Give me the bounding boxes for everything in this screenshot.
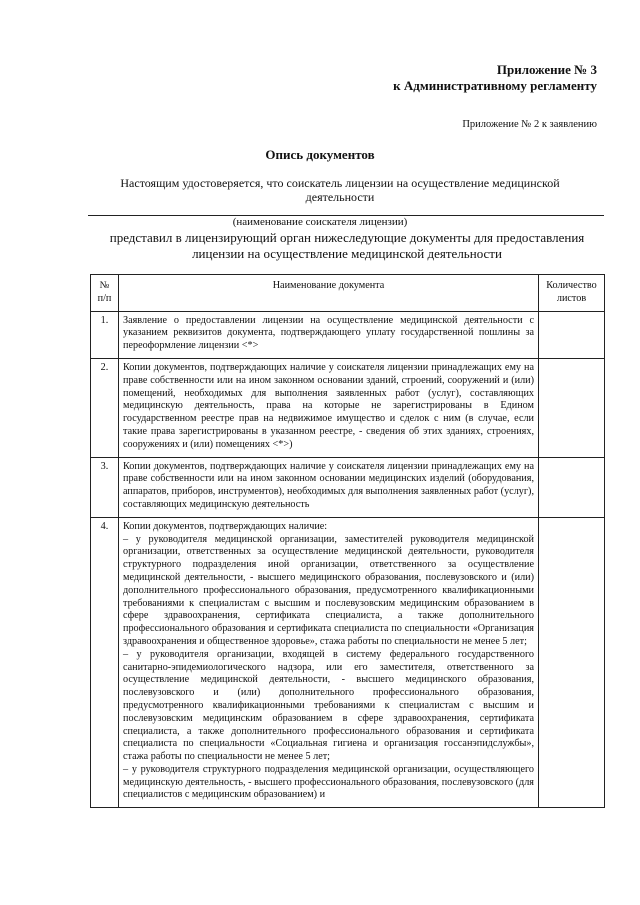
table-row	[91, 457, 605, 517]
header-num: № п/п	[91, 275, 119, 312]
row-paragraph: Копии документов, подтверждающих наличие:	[123, 520, 328, 532]
table-header-row	[91, 275, 605, 312]
document-title: Опись документов	[265, 147, 375, 162]
appendix-header	[393, 62, 597, 94]
row-num: 2.	[91, 358, 119, 457]
row-text: Заявление о предоставлении лицензии на осуществление медицинской деятельности с указанием реквизитов документа, подтверждающего уплату государственной пошлины за переоформление лицензии <*>	[119, 311, 539, 358]
row-paragraph: – у руководителя организации, входящей в систему федерального государственного санитарно-эпидемиологического надзора, или его заместителя, ответственного за осуществление медицинской деятельности, - высшего медицинского образования, послевузовского и (или) дополнительного профессионального образования, предусмотренного квалификационными требованиями к специалистам с высшим и послевузовским медицинским образованием в сфере здравоохранения, сертификата специалиста, а также дополнительного профессионального образования и сертификата специалиста по специальности «Социальная гигиена и организация госсанэпидслужбы», стажа работы по специальности не менее 5 лет;	[123, 648, 534, 763]
table-row	[91, 311, 605, 358]
row-count	[539, 358, 605, 457]
row-text: Копии документов, подтверждающих наличие у соискателя лицензии принадлежащих ему на праве собственности или на ином законном основании зданий, строений, сооружений и (или) помещений, необходимых для выполнения заявленных работ (услуг), составляющих медицинскую деятельность, права на которые не зарегистрированы в Едином государственном реестре прав на недвижимое имущество и сделок с ним (в случае, если такие права зарегистрированы в указанном реестре, - сведения об этих зданиях, строениях, сооружениях и (или) помещениях <*>)	[119, 358, 539, 457]
appendix-number: Приложение № 3	[496, 62, 597, 77]
row-count	[539, 311, 605, 358]
header-name: Наименование документа	[119, 275, 539, 312]
sub-appendix-label: Приложение № 2 к заявлению	[462, 119, 597, 130]
row-text	[119, 517, 539, 808]
row-count	[539, 517, 605, 808]
table-row	[91, 517, 605, 808]
row-count	[539, 457, 605, 517]
row-paragraph: – у руководителя медицинской организации, заместителей руководителя медицинской организации, ответственных за осуществление медицинской деятельности, руководителя структурного подразделения иной организации, ответственного за осуществление медицинской деятельности, - высшего медицинского образования, послевузовского и (или) дополнительного профессионального образования, предусмотренного квалификационными требованиями к специалистам с высшим и послевузовским медицинским образованием в сфере здравоохранения, сертификата специалиста, а также дополнительного профессионального образования и сертификата специалиста по специальности «Организация здравоохранения и общественное здоровье», стажа работы по специальности не менее 5 лет;	[123, 533, 534, 647]
regulation-reference: к Административному регламенту	[393, 78, 597, 93]
applicant-caption: (наименование соискателя лицензии)	[232, 216, 408, 228]
row-paragraph: – у руководителя структурного подразделения медицинской организации, осуществляющего медицинскую деятельность, - высшего профессионального образования, послевузовского (для специалистов с медицинским образованием) и	[123, 763, 534, 801]
header-count: Количество листов	[539, 275, 605, 312]
documents-table	[90, 274, 605, 808]
intro-text: Настоящим удостоверяется, что соискатель лицензии на осуществление медицинской деятельности	[120, 176, 560, 204]
row-num: 3.	[91, 457, 119, 517]
row-num: 4.	[91, 517, 119, 808]
table-row	[91, 358, 605, 457]
row-text: Копии документов, подтверждающих наличие у соискателя лицензии принадлежащих ему на праве собственности или на ином законном основании медицинских изделий (оборудования, аппаратов, приборов, инструментов), необходимых для выполнения заявленных работ (услуг), составляющих медицинскую деятельность	[119, 457, 539, 517]
presented-text: представил в лицензирующий орган нижеследующие документы для предоставления лицензии на осуществление медицинской деятельности	[109, 230, 585, 261]
row-num: 1.	[91, 311, 119, 358]
